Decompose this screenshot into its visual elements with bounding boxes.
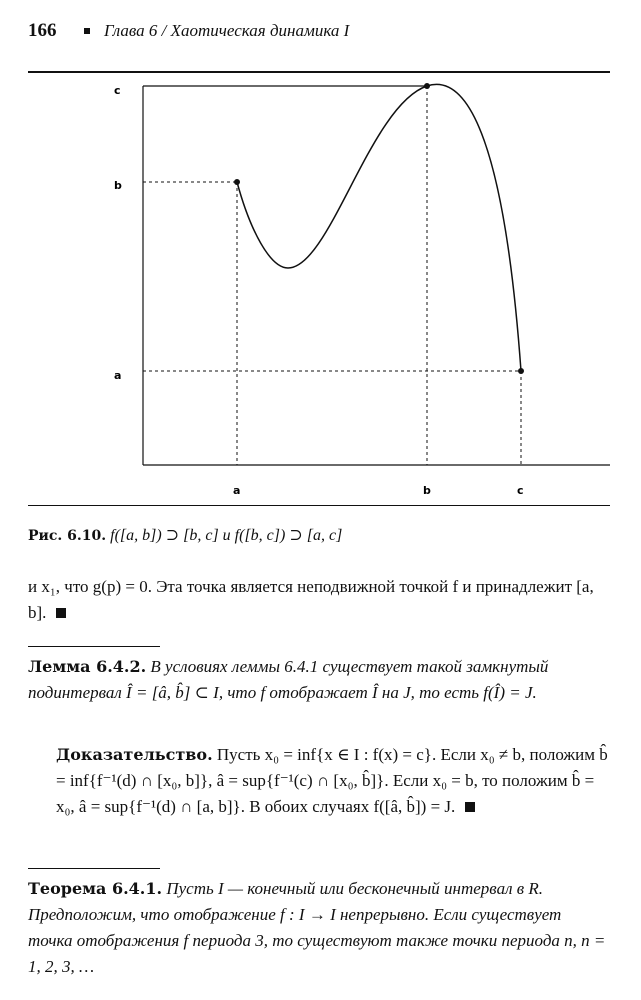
qed-icon <box>465 802 475 812</box>
point-b-c <box>424 83 430 89</box>
theorem-body: Пусть I — конечный или бесконечный интервал в R. Предположим, что отображение f : I → I непрерывно. Если существует точка отображения f периода 3, то существуют также точки периода n, n = 1, 2, 3, … <box>28 879 606 976</box>
x-tick-a: a <box>233 484 241 497</box>
x-tick-c: c <box>517 484 524 497</box>
theorem-6-4-1 <box>28 876 610 980</box>
lemma-6-4-2 <box>28 654 610 706</box>
lemma-label: Лемма 6.4.2. <box>28 657 147 676</box>
point-c-a <box>518 368 524 374</box>
proof-paragraph <box>28 742 610 820</box>
page-number: 166 <box>28 20 57 41</box>
y-tick-c: c <box>114 84 121 97</box>
caption-label: Рис. 6.10. <box>28 528 107 544</box>
y-tick-b: b <box>114 179 122 192</box>
theorem-rule <box>28 868 160 869</box>
running-title: Глава 6 / Хаотическая динамика I <box>104 21 350 40</box>
lemma-rule <box>28 646 160 647</box>
figure-rule <box>28 505 610 506</box>
y-tick-a: a <box>114 369 122 382</box>
proof-body: Пусть x₀ = inf{x ∈ I : f(x) = c}. Если x₀ ≠ b, положим b̂ = inf{f⁻¹(d) ∩ [x₀, b]}, â = sup{f⁻¹(c) ∩ [x₀, b̂]}. Если x₀ = b, то положим b̂ = x₀, â = sup{f⁻¹(d) ∩ [a, b]}. В обоих случаях f([â, b̂]) = J. <box>56 745 608 816</box>
proof-label: Доказательство. <box>56 745 213 764</box>
point-a-b <box>234 179 240 185</box>
figure-caption <box>28 525 342 545</box>
x-tick-b: b <box>423 484 431 497</box>
qed-icon <box>56 608 66 618</box>
caption-formula: f([a, b]) ⊃ [b, c] и f([b, c]) ⊃ [a, c] <box>110 527 343 544</box>
theorem-label: Теорема 6.4.1. <box>28 879 163 898</box>
continuation-paragraph <box>28 574 610 626</box>
map-curve <box>237 84 521 371</box>
continuation-text: и x₁, что g(p) = 0. Эта точка является неподвижной точкой f и принадлежит [a, b]. <box>28 577 594 622</box>
lemma-body: В условиях леммы 6.4.1 существует такой замкнутый подинтервал Î = [â, b̂] ⊂ I, что f отображает Î на J, то есть f(Î) = J. <box>28 657 549 702</box>
